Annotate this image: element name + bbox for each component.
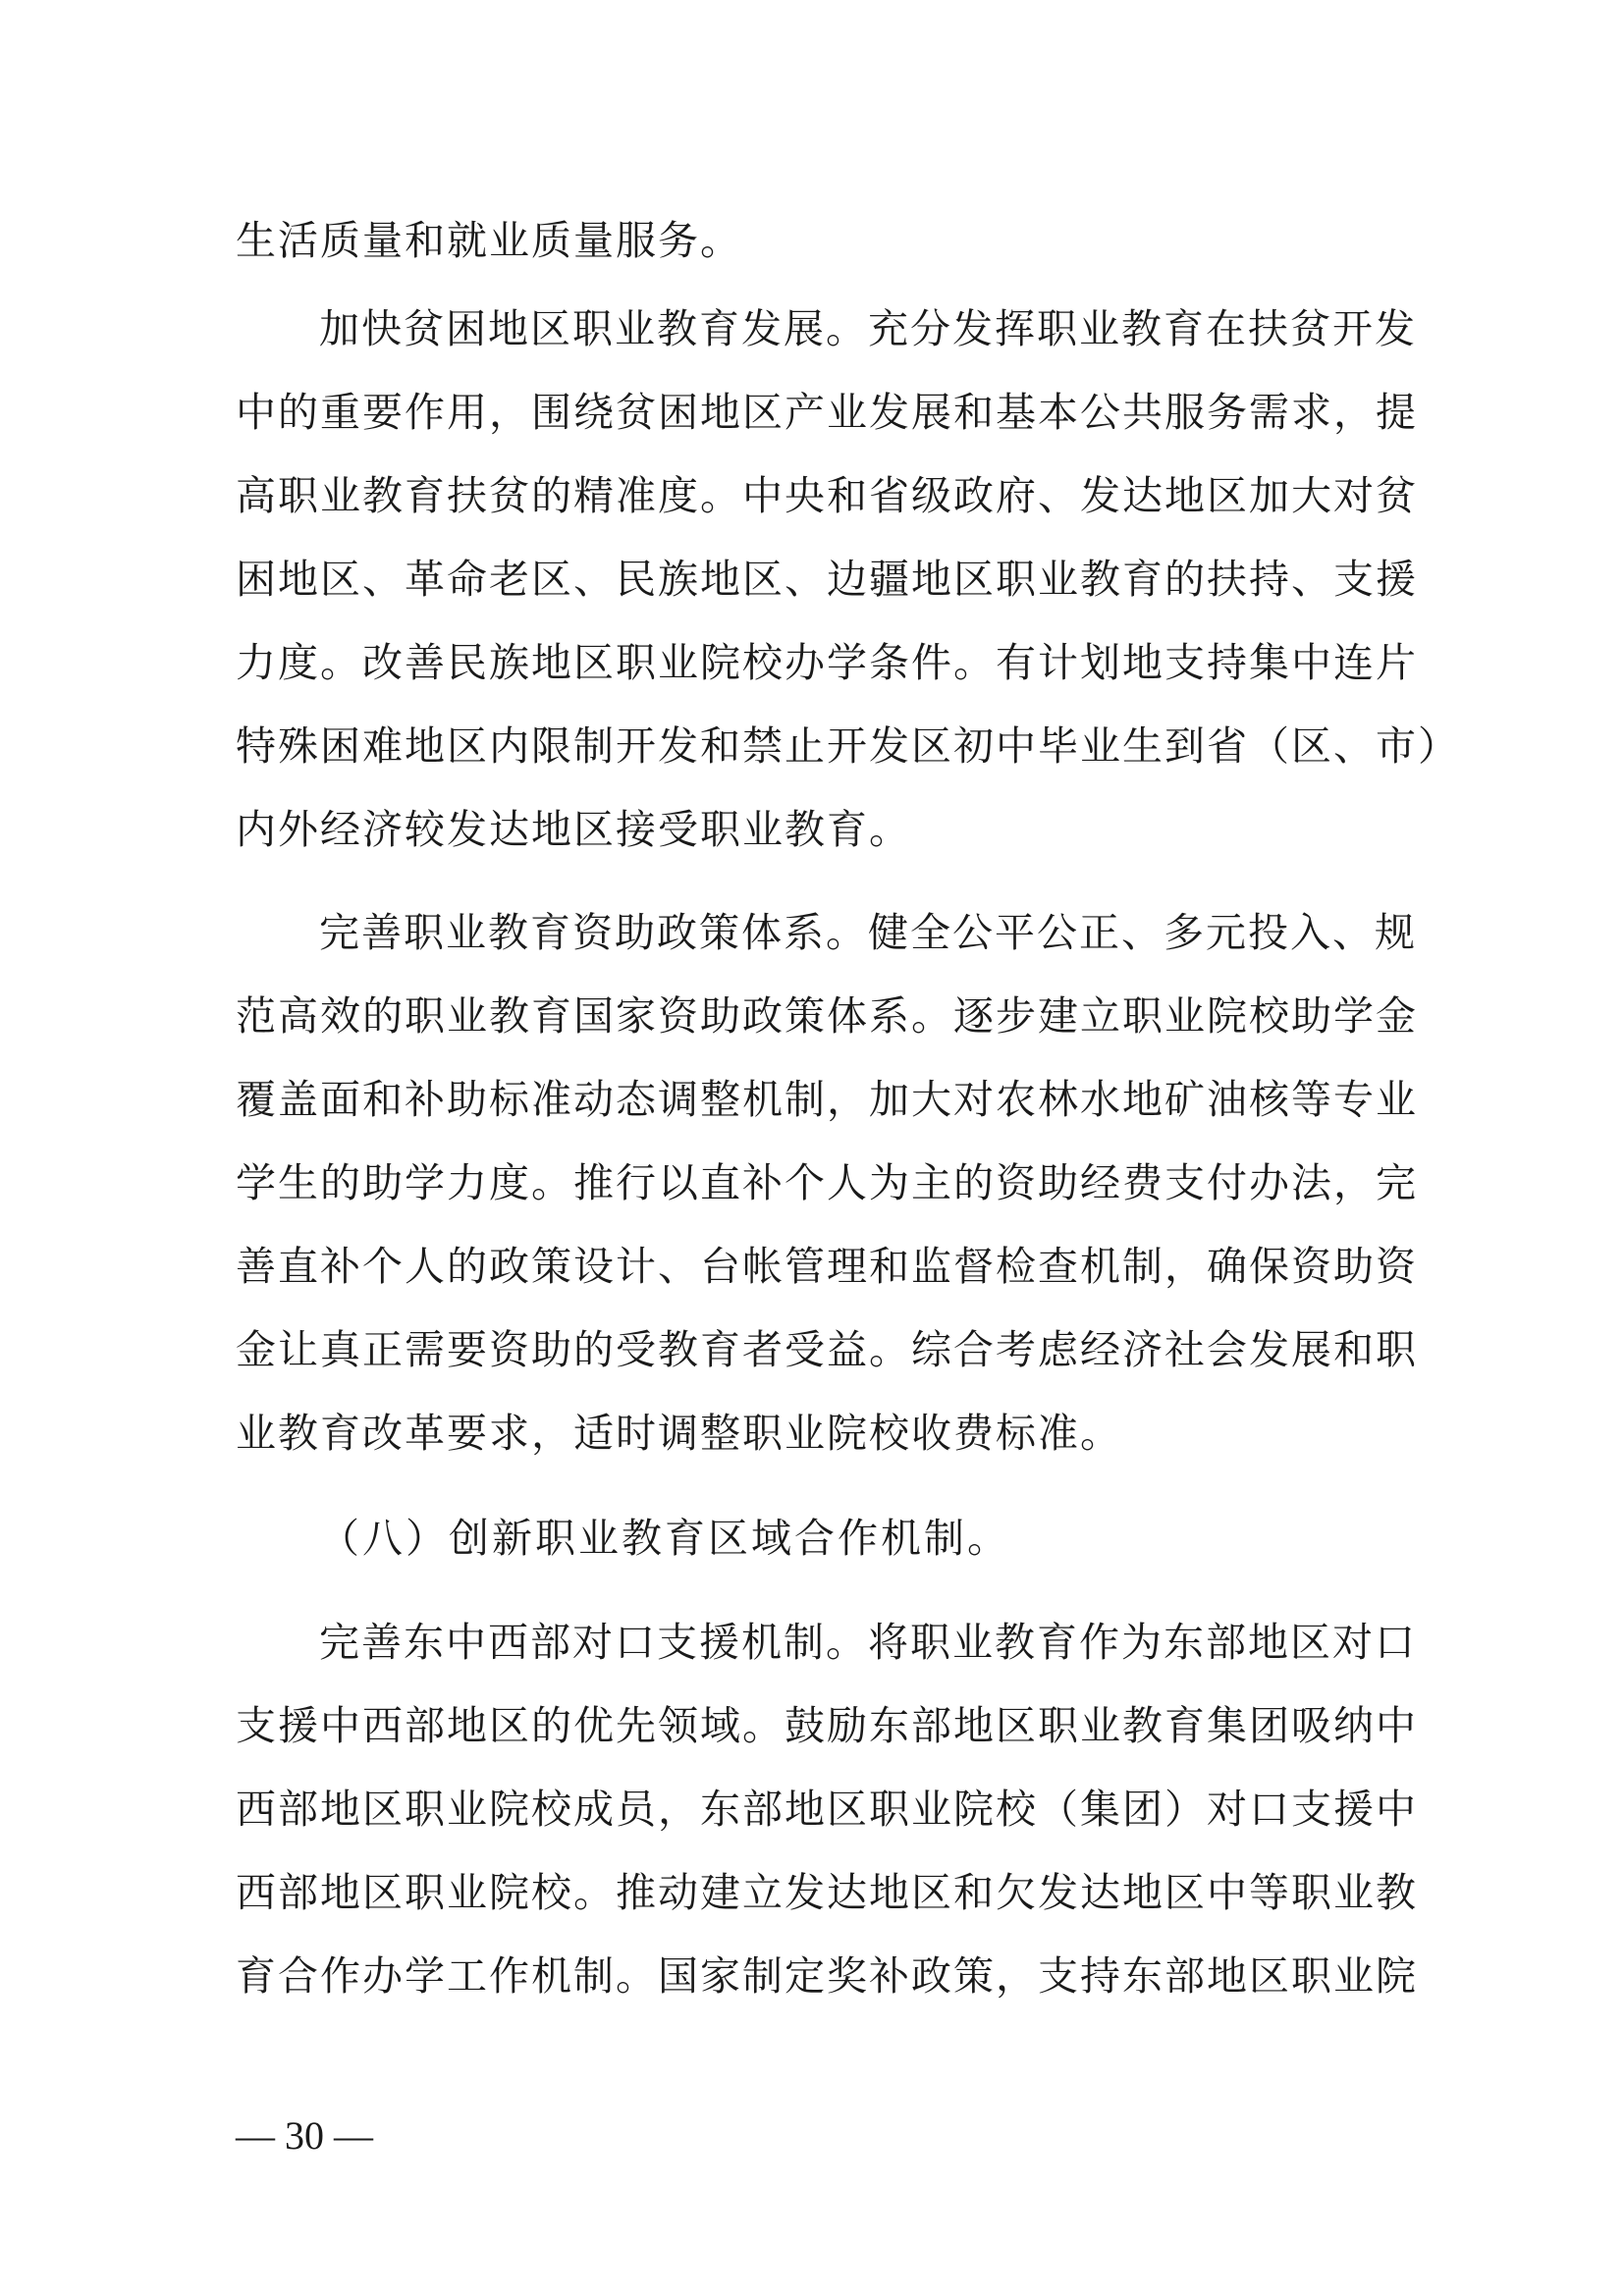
text-line: 育合作办学工作机制。国家制定奖补政策，支持东部地区职业院 (236, 1952, 1418, 2000)
text-line: 西部地区职业院校。推动建立发达地区和欠发达地区中等职业教 (236, 1869, 1418, 1916)
text-line: 生活质量和就业质量服务。 (236, 217, 742, 264)
text-line: 困地区、革命老区、民族地区、边疆地区职业教育的扶持、支援 (236, 556, 1418, 603)
paragraph-first-line: 完善职业教育资助政策体系。健全公平公正、多元投入、规 (319, 909, 1417, 956)
text-line: 业教育改革要求，适时调整职业院校收费标准。 (236, 1410, 1122, 1457)
text-line: 学生的助学力度。推行以直补个人为主的资助经费支付办法，完 (236, 1159, 1418, 1206)
section-heading: （八）创新职业教育区域合作机制。 (319, 1515, 1010, 1562)
text-line: 高职业教育扶贫的精准度。中央和省级政府、发达地区加大对贫 (236, 472, 1418, 519)
text-line: 特殊困难地区内限制开发和禁止开发区初中毕业生到省（区、市） (236, 722, 1460, 770)
text-line: 范高效的职业教育国家资助政策体系。逐步建立职业院校助学金 (236, 992, 1418, 1040)
text-line: 善直补个人的政策设计、台帐管理和监督检查机制，确保资助资 (236, 1243, 1418, 1290)
text-line: 支援中西部地区的优先领域。鼓励东部地区职业教育集团吸纳中 (236, 1702, 1418, 1749)
paragraph-first-line: 加快贫困地区职业教育发展。充分发挥职业教育在扶贫开发 (319, 305, 1417, 352)
page-number: — 30 — (236, 2113, 373, 2158)
text-line: 金让真正需要资助的受教育者受益。综合考虑经济社会发展和职 (236, 1326, 1418, 1373)
text-line: 覆盖面和补助标准动态调整机制，加大对农林水地矿油核等专业 (236, 1076, 1418, 1123)
text-line: 内外经济较发达地区接受职业教育。 (236, 806, 911, 853)
text-line: 西部地区职业院校成员，东部地区职业院校（集团）对口支援中 (236, 1786, 1418, 1833)
text-line: 力度。改善民族地区职业院校办学条件。有计划地支持集中连片 (236, 639, 1418, 686)
paragraph-first-line: 完善东中西部对口支援机制。将职业教育作为东部地区对口 (319, 1619, 1417, 1666)
text-line: 中的重要作用，围绕贫困地区产业发展和基本公共服务需求，提 (236, 389, 1418, 436)
